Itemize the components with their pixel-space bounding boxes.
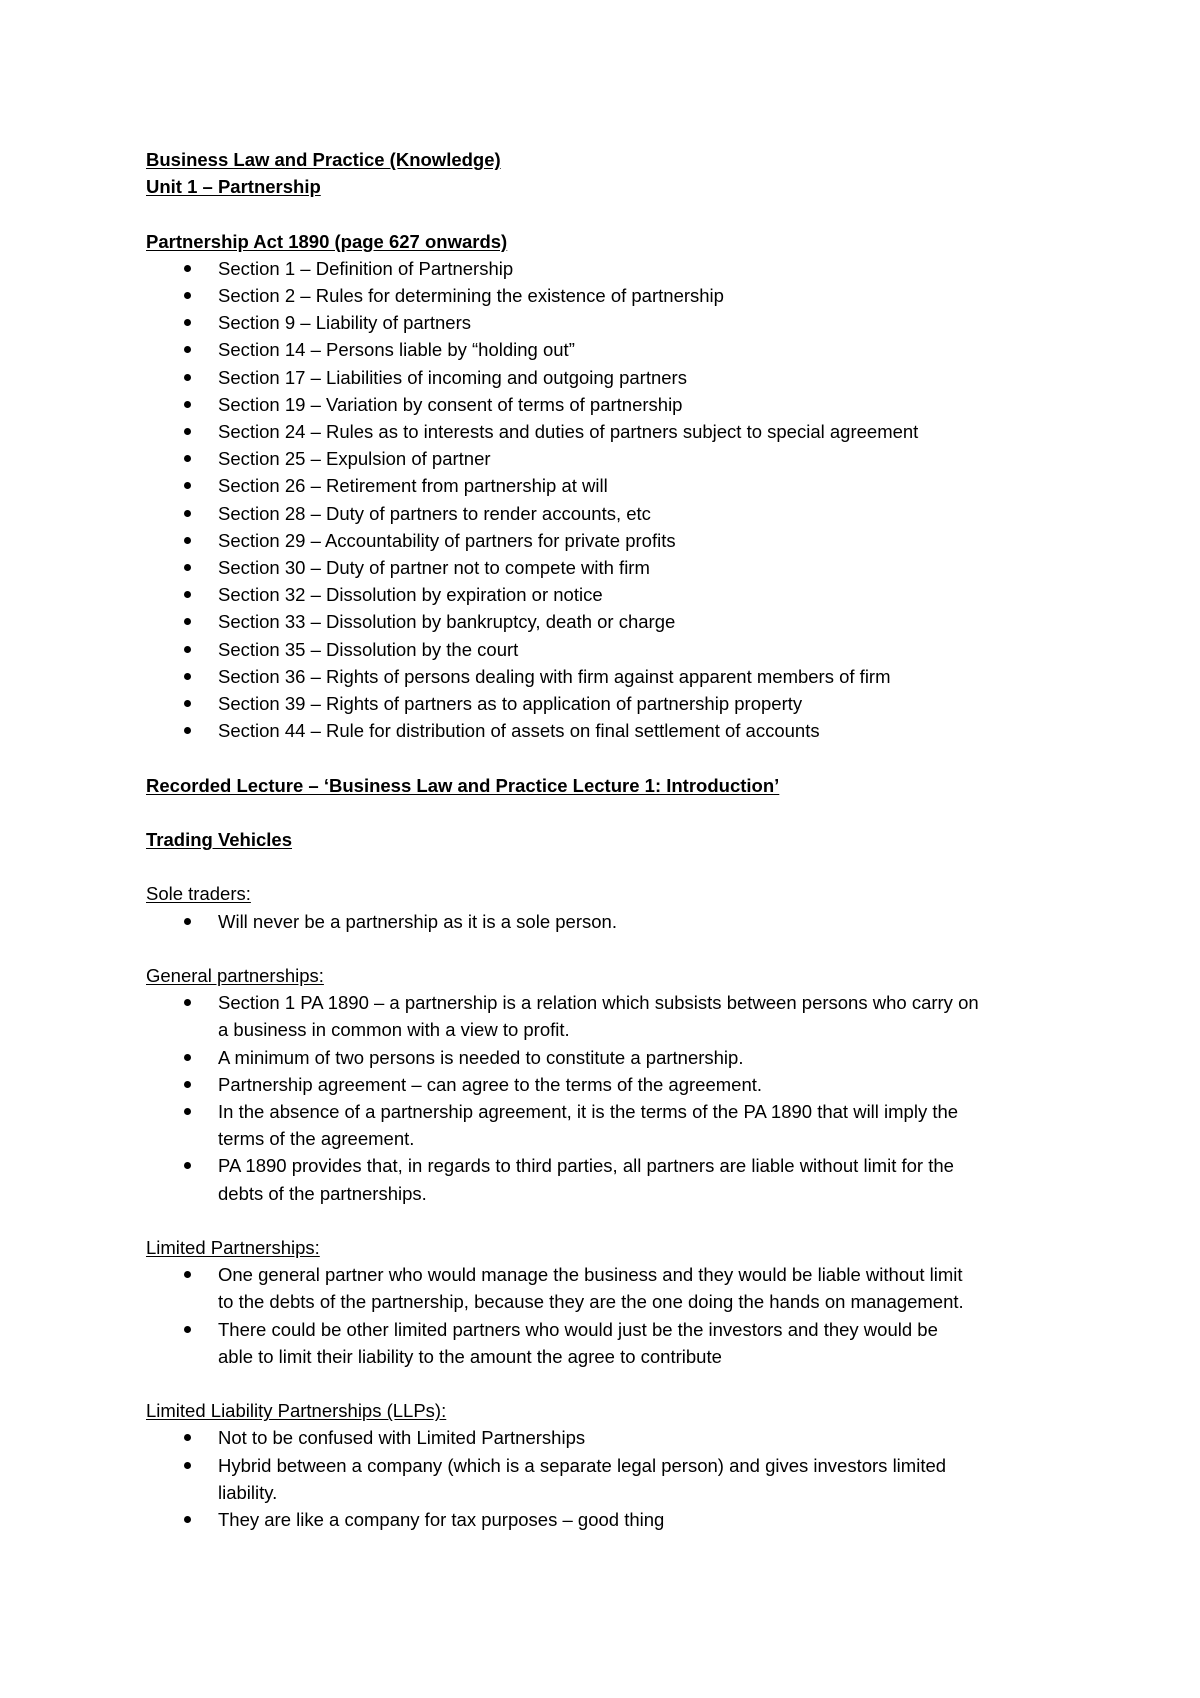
list-item xyxy=(146,663,1076,690)
list-item xyxy=(146,717,1076,744)
list-item xyxy=(146,472,1076,499)
lecture-heading: Recorded Lecture – ‘Business Law and Practice Lecture 1: Introduction’ xyxy=(146,774,780,796)
act-sections-list xyxy=(146,255,1076,745)
list-item xyxy=(146,255,1076,282)
bullet-icon xyxy=(184,1326,191,1333)
bullet-icon xyxy=(184,510,191,517)
bullet-icon xyxy=(184,618,191,625)
sole-traders-heading: Sole traders: xyxy=(146,883,251,905)
bullet-icon xyxy=(184,1054,191,1061)
list-item xyxy=(146,336,1076,363)
general-partnerships-list xyxy=(146,989,1076,1207)
list-item xyxy=(146,1506,1076,1533)
list-item xyxy=(146,445,1076,472)
list-item-text: Section 32 – Dissolution by expiration or notice xyxy=(218,584,603,606)
bullet-icon xyxy=(184,700,191,707)
list-item-text: to the debts of the partnership, because they are the one doing the hands on management. xyxy=(218,1291,964,1313)
list-item xyxy=(146,1152,1076,1206)
bullet-icon xyxy=(184,918,191,925)
list-item xyxy=(146,391,1076,418)
bullet-icon xyxy=(184,374,191,381)
list-item xyxy=(146,608,1076,635)
sole-traders-list xyxy=(146,908,1076,935)
list-item xyxy=(146,1261,1076,1315)
list-item-text: Section 29 – Accountability of partners for private profits xyxy=(218,529,676,551)
bullet-icon xyxy=(184,1516,191,1523)
llp-heading: Limited Liability Partnerships (LLPs): xyxy=(146,1400,447,1422)
list-item-text: Section 36 – Rights of persons dealing with firm against apparent members of firm xyxy=(218,665,891,687)
list-item xyxy=(146,309,1076,336)
list-item-text: Section 35 – Dissolution by the court xyxy=(218,638,519,660)
list-item-text: Section 2 – Rules for determining the existence of partnership xyxy=(218,285,724,306)
list-item xyxy=(146,1452,1076,1506)
list-item-text: Section 30 – Duty of partner not to compete with firm xyxy=(218,557,650,579)
bullet-icon xyxy=(184,537,191,544)
bullet-icon xyxy=(184,1081,191,1088)
document-page xyxy=(146,146,1076,1533)
bullet-icon xyxy=(184,1271,191,1278)
list-item-text: Section 1 – Definition of Partnership xyxy=(218,257,514,279)
list-item xyxy=(146,1071,1076,1098)
list-item-text: Section 24 – Rules as to interests and duties of partners subject to special agreement xyxy=(218,421,919,443)
list-item xyxy=(146,1044,1076,1071)
list-item xyxy=(146,636,1076,663)
bullet-icon xyxy=(184,401,191,408)
bullet-icon xyxy=(184,1434,191,1441)
bullet-icon xyxy=(184,999,191,1006)
list-item-text: PA 1890 provides that, in regards to third parties, all partners are liable without limit for the xyxy=(218,1155,954,1177)
act-heading: Partnership Act 1890 (page 627 onwards) xyxy=(146,230,508,252)
list-item xyxy=(146,418,1076,445)
list-item-text: Section 28 – Duty of partners to render accounts, etc xyxy=(218,502,651,524)
list-item-text: They are like a company for tax purposes – good thing xyxy=(218,1509,665,1531)
bullet-icon xyxy=(184,1108,191,1115)
list-item-text: Not to be confused with Limited Partnerships xyxy=(218,1427,586,1449)
bullet-icon xyxy=(184,564,191,571)
list-item-text: Section 19 – Variation by consent of terms of partnership xyxy=(218,393,683,415)
bullet-icon xyxy=(184,673,191,680)
list-item xyxy=(146,527,1076,554)
bullet-icon xyxy=(184,482,191,489)
list-item-text: a business in common with a view to profit. xyxy=(218,1019,570,1041)
bullet-icon xyxy=(184,591,191,598)
list-item xyxy=(146,1098,1076,1152)
llp-list xyxy=(146,1424,1076,1533)
document-title: Business Law and Practice (Knowledge) xyxy=(146,149,501,170)
trading-vehicles-heading: Trading Vehicles xyxy=(146,829,293,851)
bullet-icon xyxy=(184,1162,191,1169)
list-item xyxy=(146,364,1076,391)
list-item-text: Section 33 – Dissolution by bankruptcy, death or charge xyxy=(218,611,676,633)
list-item xyxy=(146,690,1076,717)
list-item xyxy=(146,500,1076,527)
list-item-text: There could be other limited partners who would just be the investors and they would be xyxy=(218,1318,938,1340)
bullet-icon xyxy=(184,346,191,353)
list-item-text: In the absence of a partnership agreement, it is the terms of the PA 1890 that will imply the xyxy=(218,1101,959,1123)
list-item-text: debts of the partnerships. xyxy=(218,1182,427,1204)
list-item xyxy=(146,1316,1076,1370)
general-partnerships-heading: General partnerships: xyxy=(146,965,324,987)
bullet-icon xyxy=(184,646,191,653)
bullet-icon xyxy=(184,292,191,299)
bullet-icon xyxy=(184,319,191,326)
list-item-text: Section 44 – Rule for distribution of assets on final settlement of accounts xyxy=(218,720,820,742)
list-item-text: Hybrid between a company (which is a separate legal person) and gives investors limited xyxy=(218,1454,947,1476)
list-item-text: Section 17 – Liabilities of incoming and outgoing partners xyxy=(218,366,687,388)
list-item xyxy=(146,1424,1076,1451)
list-item-text: Section 39 – Rights of partners as to application of partnership property xyxy=(218,693,803,715)
bullet-icon xyxy=(184,727,191,734)
list-item-text: liability. xyxy=(218,1481,278,1503)
list-item-text: Partnership agreement – can agree to the terms of the agreement. xyxy=(218,1073,763,1095)
list-item xyxy=(146,554,1076,581)
list-item-text: Section 14 – Persons liable by “holding out” xyxy=(218,339,575,361)
list-item xyxy=(146,908,1076,935)
bullet-icon xyxy=(184,455,191,462)
list-item-text: A minimum of two persons is needed to constitute a partnership. xyxy=(218,1046,744,1068)
list-item-text: Section 26 – Retirement from partnership at will xyxy=(218,475,608,497)
list-item xyxy=(146,581,1076,608)
limited-partnerships-heading: Limited Partnerships: xyxy=(146,1237,320,1259)
list-item-text: Section 1 PA 1890 – a partnership is a relation which subsists between persons who carry on xyxy=(218,992,979,1014)
unit-heading: Unit 1 – Partnership xyxy=(146,176,321,198)
bullet-icon xyxy=(184,428,191,435)
list-item xyxy=(146,989,1076,1043)
list-item-text: Section 9 – Liability of partners xyxy=(218,312,471,334)
list-item-text: One general partner who would manage the business and they would be liable without limit xyxy=(218,1264,963,1286)
bullet-icon xyxy=(184,1462,191,1469)
list-item-text: terms of the agreement. xyxy=(218,1128,415,1150)
list-item xyxy=(146,282,1076,309)
list-item-text: able to limit their liability to the amount the agree to contribute xyxy=(218,1345,722,1367)
list-item-text: Will never be a partnership as it is a sole person. xyxy=(218,910,617,932)
list-item-text: Section 25 – Expulsion of partner xyxy=(218,448,491,470)
limited-partnerships-list xyxy=(146,1261,1076,1370)
bullet-icon xyxy=(184,265,191,272)
